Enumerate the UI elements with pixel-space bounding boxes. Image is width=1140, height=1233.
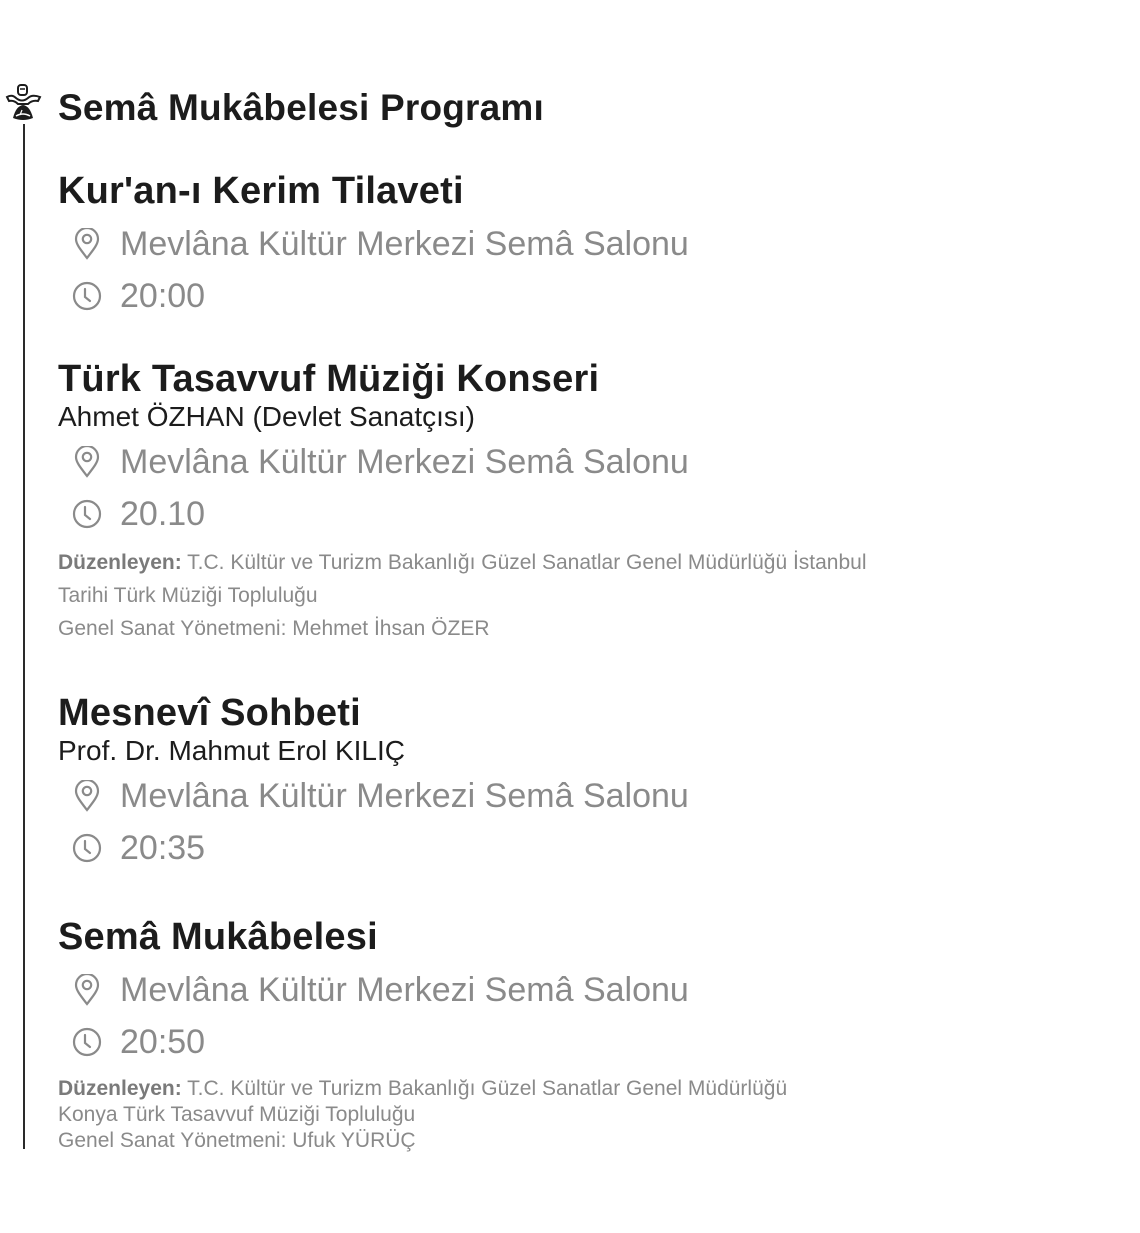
event-mesnevi-sohbeti — [58, 690, 689, 874]
event-kuran-tilaveti — [58, 168, 689, 322]
event-title: Türk Tasavvuf Müziği Konseri — [58, 358, 600, 400]
map-pin-icon — [70, 445, 104, 479]
event-location — [70, 770, 689, 822]
event-organizer — [58, 546, 867, 645]
clock-icon — [70, 279, 104, 313]
clock-icon — [70, 497, 104, 531]
event-title: Kur'an-ı Kerim Tilaveti — [58, 170, 464, 212]
time-text: 20.10 — [120, 495, 206, 533]
map-pin-icon — [70, 227, 104, 261]
clock-icon — [70, 1025, 104, 1059]
event-sema-mukabelesi — [58, 914, 787, 1154]
organizer-line-2: Tarihi Türk Müziği Topluluğu — [58, 584, 318, 607]
location-text: Mevlâna Kültür Merkezi Semâ Salonu — [120, 225, 689, 263]
event-time — [70, 270, 689, 322]
organizer-line-1: Düzenleyen: T.C. Kültür ve Turizm Bakanlığı Güzel Sanatlar Genel Müdürlüğü — [58, 1077, 788, 1100]
organizer-line-3: Genel Sanat Yönetmeni: Ufuk YÜRÜÇ — [58, 1129, 416, 1152]
organizer-line-3: Genel Sanat Yönetmeni: Mehmet İhsan ÖZER — [58, 617, 490, 640]
map-pin-icon — [70, 779, 104, 813]
time-text: 20:00 — [120, 277, 206, 315]
event-time — [70, 488, 867, 540]
organizer-label: Düzenleyen: — [58, 1077, 182, 1100]
event-time — [70, 822, 689, 874]
event-tasavvuf-konseri — [58, 356, 867, 645]
event-title: Mesnevî Sohbeti — [58, 692, 361, 734]
organizer-line-1: Düzenleyen: T.C. Kültür ve Turizm Bakanlığı Güzel Sanatlar Genel Müdürlüğü İstanbul — [58, 551, 867, 574]
time-text: 20:35 — [120, 829, 206, 867]
event-location — [70, 218, 689, 270]
event-organizer — [58, 1076, 787, 1154]
event-time — [70, 1016, 787, 1068]
timeline-line — [23, 124, 25, 1149]
location-text: Mevlâna Kültür Merkezi Semâ Salonu — [120, 777, 689, 815]
time-text: 20:50 — [120, 1023, 206, 1061]
location-text: Mevlâna Kültür Merkezi Semâ Salonu — [120, 971, 689, 1009]
event-performer: Prof. Dr. Mahmut Erol KILIÇ — [58, 735, 405, 766]
event-location — [70, 964, 787, 1016]
location-text: Mevlâna Kültür Merkezi Semâ Salonu — [120, 443, 689, 481]
program-title: Semâ Mukâbelesi Programı — [58, 87, 544, 128]
clock-icon — [70, 831, 104, 865]
map-pin-icon — [70, 973, 104, 1007]
event-title: Semâ Mukâbelesi — [58, 916, 378, 958]
event-location — [70, 436, 867, 488]
organizer-label: Düzenleyen: — [58, 551, 182, 574]
event-performer: Ahmet ÖZHAN (Devlet Sanatçısı) — [58, 401, 476, 432]
whirling-dervish-icon — [4, 84, 44, 128]
organizer-line-2: Konya Türk Tasavvuf Müziği Topluluğu — [58, 1103, 416, 1126]
